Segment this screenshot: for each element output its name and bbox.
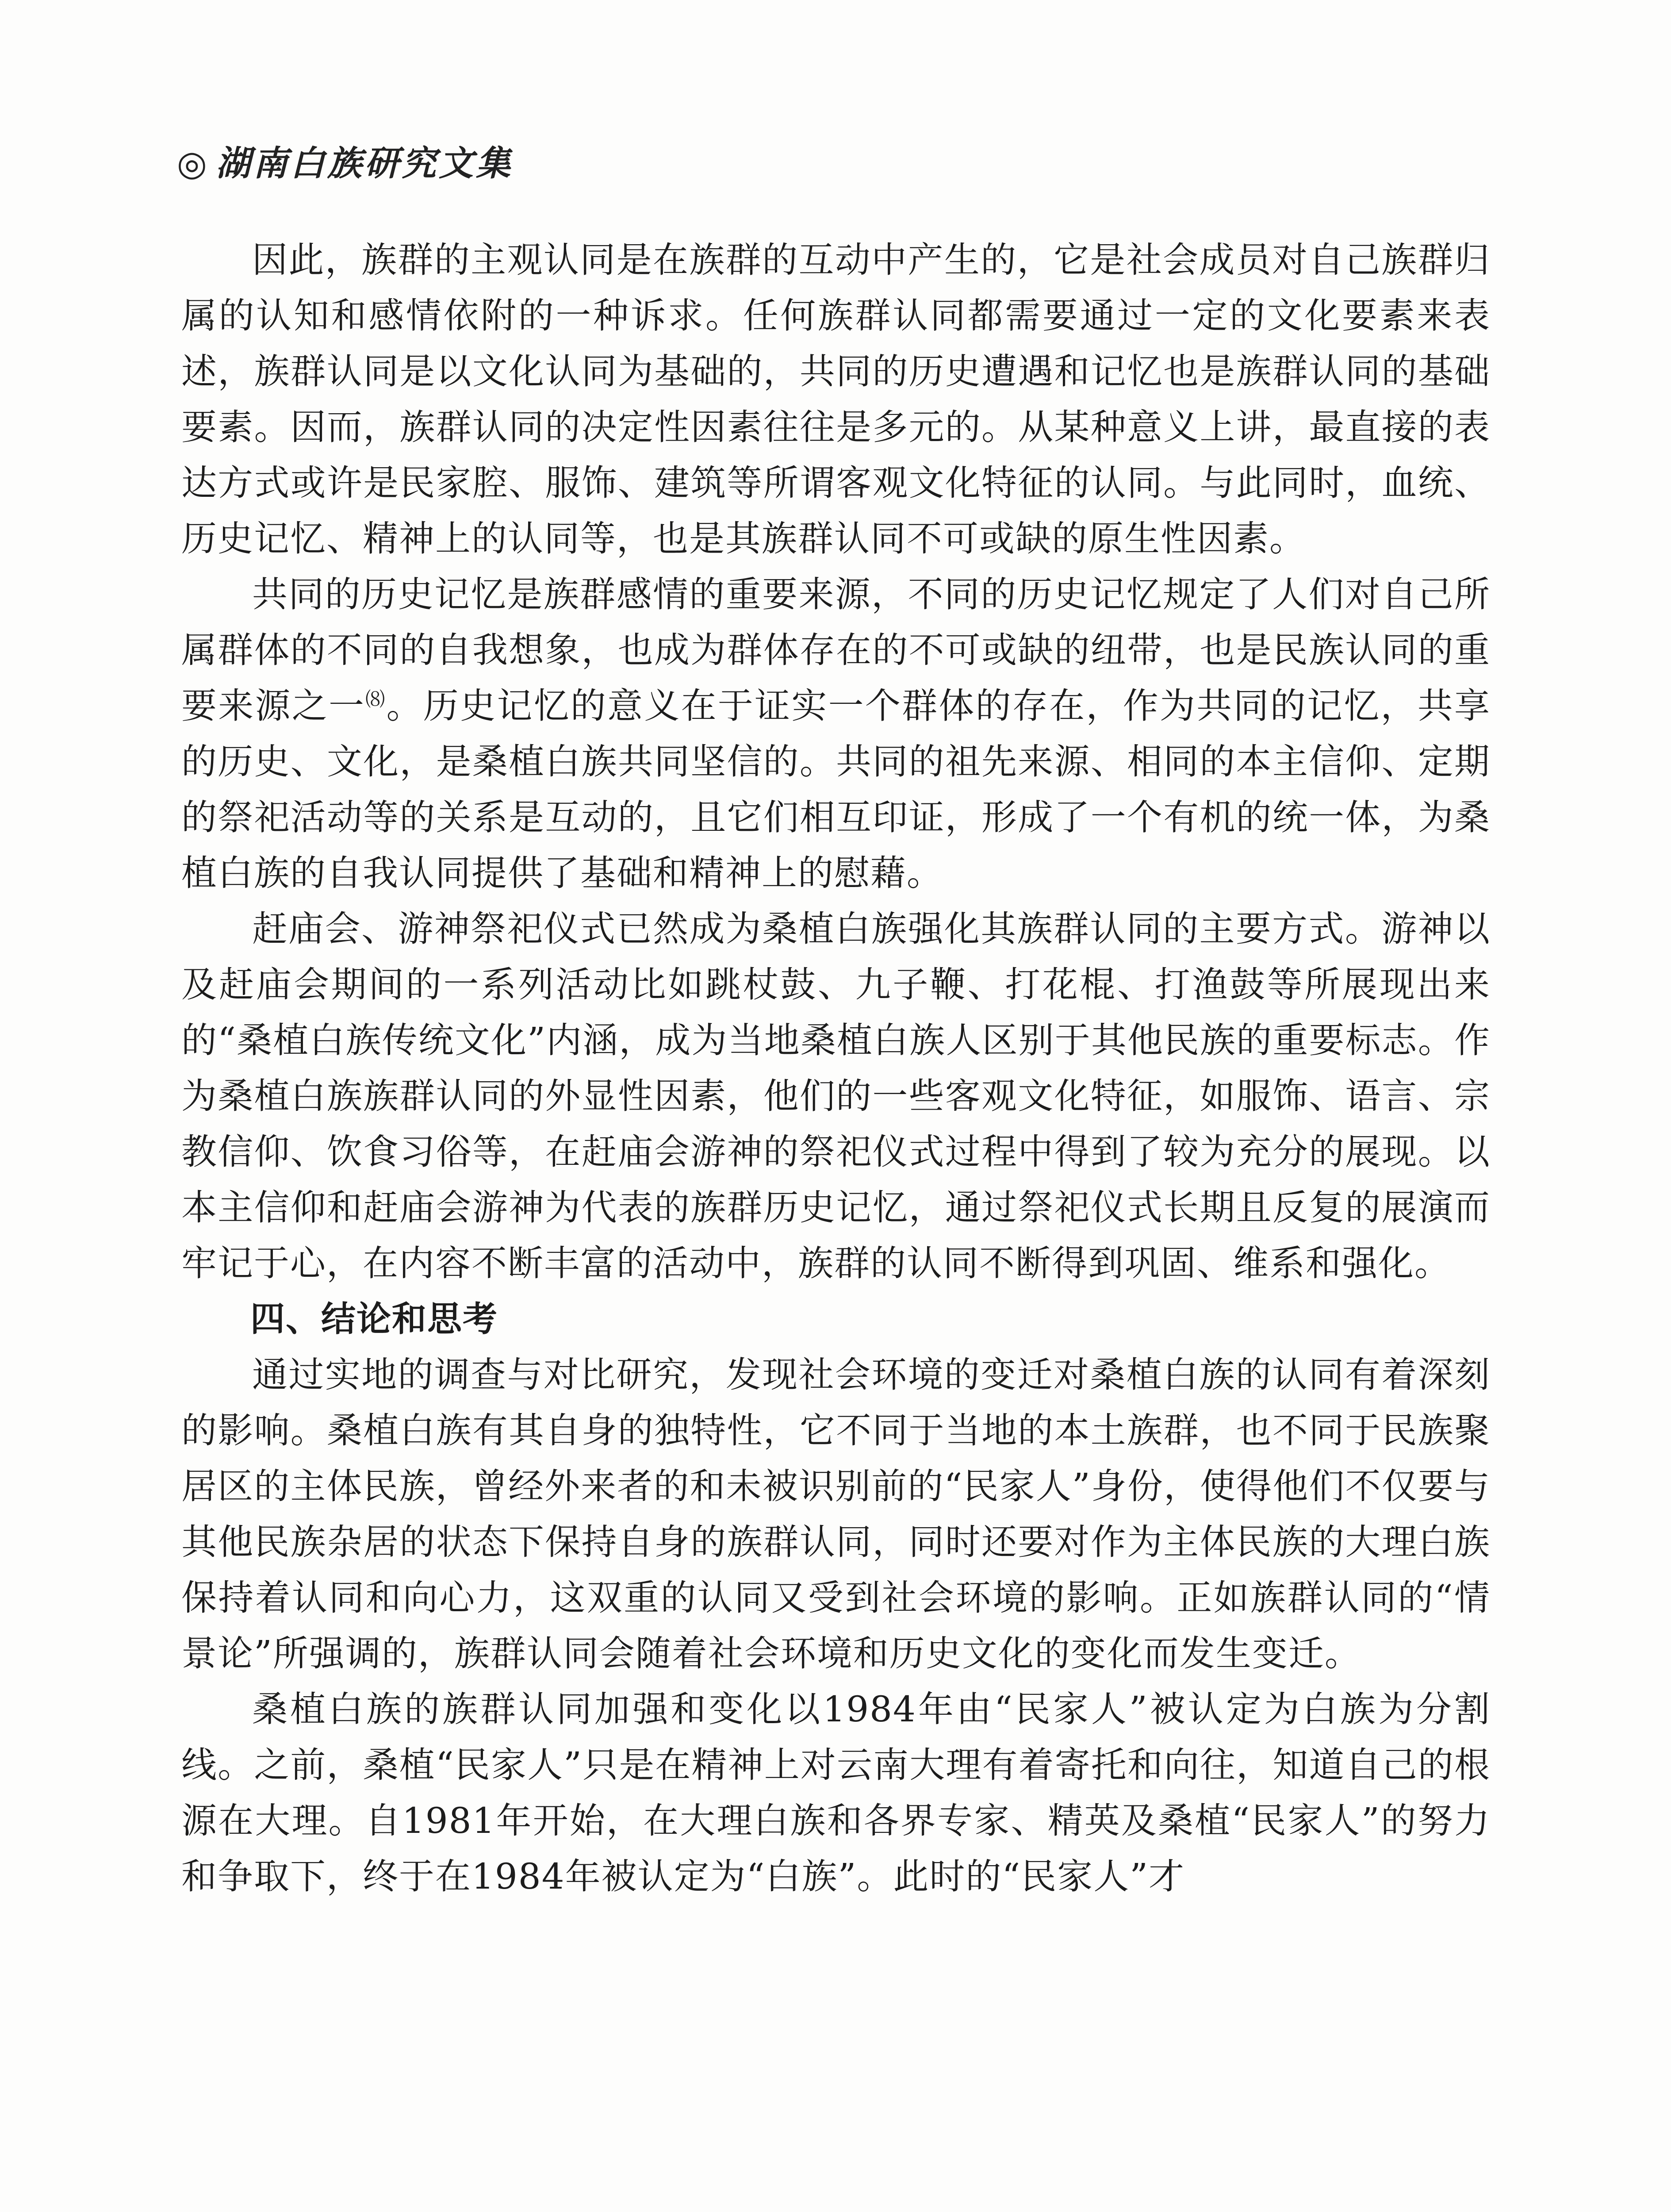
paragraph-5: 桑植白族的族群认同加强和变化以1984年由“民家人”被认定为白族为分割线。之前，桑植“民家人”只是在精神上对云南大理有着寄托和向往，知道自己的根源在大理。自1981年开始，在大理白族和各界专家、精英及桑植“民家人”的努力和争取下，终于在1984年被认定为“白族”。此时的“民家人”才 xyxy=(181,1689,1491,1897)
paragraph-4: 通过实地的调查与对比研究，发现社会环境的变迁对桑植白族的认同有着深刻的影响。桑植白族有其自身的独特性，它不同于当地的本土族群，也不同于民族聚居区的主体民族，曾经外来者的和未被识别前的“民家人”身份，使得他们不仅要与其他民族杂居的状态下保持自身的族群认同，同时还要对作为主体民族的大理白族保持着认同和向心力，这双重的认同又受到社会环境的影响。正如族群认同的“情景论”所强调的，族群认同会随着社会环境和历史文化的变化而发生变迁。 xyxy=(181,1354,1491,1674)
running-head xyxy=(177,142,513,186)
circle-mark-icon: ◎ xyxy=(177,144,210,184)
paragraph-2-text-b: 。历史记忆的意义在于证实一个群体的存在，作为共同的记忆，共享的历史、文化，是桑植白族共同坚信的。共同的祖先来源、相同的本主信仰、定期的祭祀活动等的关系是互动的，且它们相互印证，形成了一个有机的统一体，为桑植白族的自我认同提供了基础和精神上的慰藉。 xyxy=(181,685,1491,894)
book-title: 湖南白族研究文集 xyxy=(216,143,514,184)
paragraph-3: 赶庙会、游神祭祀仪式已然成为桑植白族强化其族群认同的主要方式。游神以及赶庙会期间的一系列活动比如跳杖鼓、九子鞭、打花棍、打渔鼓等所展现出来的“桑植白族传统文化”内涵，成为当地桑植白族人区别于其他民族的重要标志。作为桑植白族族群认同的外显性因素，他们的一些客观文化特征，如服饰、语言、宗教信仰、饮食习俗等，在赶庙会游神的祭祀仪式过程中得到了较为充分的展现。以本主信仰和赶庙会游神为代表的族群历史记忆，通过祭祀仪式长期且反复的展演而牢记于心，在内容不断丰富的活动中，族群的认同不断得到巩固、维系和强化。 xyxy=(181,908,1491,1284)
footnote-ref-8: ⑻ xyxy=(365,688,387,711)
section-heading: 四、结论和思考 xyxy=(250,1299,498,1339)
paragraph-2-text-a: 共同的历史记忆是族群感情的重要来源，不同的历史记忆规定了人们对自己所属群体的不同的自我想象，也成为群体存在的不可或缺的纽带，也是民族认同的重要来源之一 xyxy=(181,574,1491,726)
body-text xyxy=(181,232,1491,1905)
paragraph-1: 因此，族群的主观认同是在族群的互动中产生的，它是社会成员对自己族群归属的认知和感情依附的一种诉求。任何族群认同都需要通过一定的文化要素来表述，族群认同是以文化认同为基础的，共同的历史遭遇和记忆也是族群认同的基础要素。因而，族群认同的决定性因素往往是多元的。从某种意义上讲，最直接的表达方式或许是民家腔、服饰、建筑等所谓客观文化特征的认同。与此同时，血统、历史记忆、精神上的认同等，也是其族群认同不可或缺的原生性因素。 xyxy=(181,239,1491,559)
paragraph-2 xyxy=(181,567,1491,901)
